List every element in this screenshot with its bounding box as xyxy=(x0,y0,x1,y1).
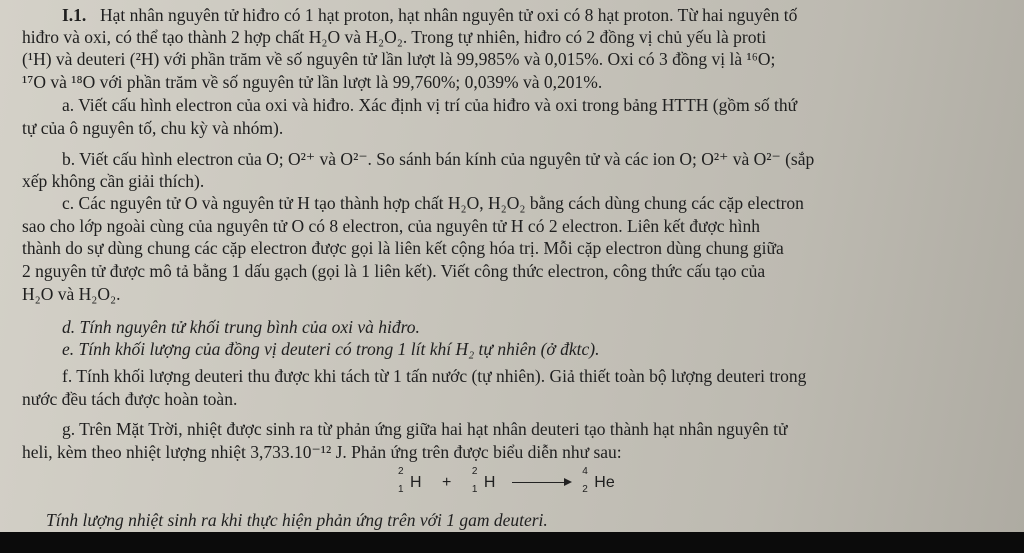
part-g-line-1: g. Trên Mặt Trời, nhiệt được sinh ra từ phản ứng giữa hai hạt nhân deuteri tạo thành hạt nhân nguyên tử xyxy=(62,419,788,439)
plus-sign: + xyxy=(442,474,452,491)
reaction-arrow-icon xyxy=(512,482,570,483)
part-c-line-5: H₂O và H₂O₂. xyxy=(22,284,121,304)
intro-line-3: (¹H) và deuteri (²H) với phần trăm về số nguyên tử lần lượt là 99,985% và 0,015%. Oxi có 3 đồng vị là ¹⁶O; xyxy=(22,49,776,69)
reactant-deuterium-1 xyxy=(398,466,422,495)
part-a-line-2: tự của ô nguyên tố, chu kỳ và nhóm). xyxy=(22,118,284,138)
part-d: d. Tính nguyên tử khối trung bình của oxi và hiđro. xyxy=(62,317,420,337)
intro-line-2: hiđro và oxi, có thể tạo thành 2 hợp chất H₂O và H₂O₂. Trong tự nhiên, hiđro có 2 đồng vị chủ yếu là proti xyxy=(22,27,767,47)
part-c-line-3: thành do sự dùng chung các cặp electron được gọi là liên kết cộng hóa trị. Mỗi cặp electron dùng chung giữa xyxy=(22,238,784,258)
atomic-number: 1 xyxy=(471,484,478,495)
final-question: Tính lượng nhiệt sinh ra khi thực hiện phản ứng trên với 1 gam deuteri. xyxy=(46,510,548,530)
bottom-edge-shadow xyxy=(0,532,1024,553)
atomic-number: 2 xyxy=(582,484,588,495)
reactant-deuterium-2 xyxy=(471,466,496,495)
element-symbol: He xyxy=(594,474,615,491)
intro-line-4: ¹⁷O và ¹⁸O với phần trăm về số nguyên tử lần lượt là 99,760%; 0,039% và 0,201%. xyxy=(22,72,603,92)
element-symbol: H xyxy=(410,474,422,491)
atomic-number: 1 xyxy=(398,484,404,495)
mass-number: 2 xyxy=(471,466,478,477)
part-f-line-1: f. Tính khối lượng deuteri thu được khi tách từ 1 tấn nước (tự nhiên). Giả thiết toàn bộ lượng deuteri trong xyxy=(62,366,807,386)
part-b-line-2: xếp không cần giải thích). xyxy=(22,171,205,191)
part-c-line-1: c. Các nguyên tử O và nguyên tử H tạo thành hợp chất H₂O, H₂O₂ bằng cách dùng chung các cặp electron xyxy=(62,193,804,213)
mass-number: 4 xyxy=(582,466,588,477)
mass-number: 2 xyxy=(398,466,404,477)
part-f-line-2: nước đều tách được hoàn toàn. xyxy=(22,389,238,409)
intro-line-1: Hạt nhân nguyên tử hiđro có 1 hạt proton, hạt nhân nguyên tử oxi có 8 hạt proton. Từ hai nguyên tố xyxy=(100,5,798,25)
nuclear-equation xyxy=(398,466,615,495)
part-a-line-1: a. Viết cấu hình electron của oxi và hiđro. Xác định vị trí của hiđro và oxi trong bảng HTTH (gồm số thứ xyxy=(62,95,798,115)
part-e: e. Tính khối lượng của đồng vị deuteri có trong 1 lít khí H₂ tự nhiên (ở đktc). xyxy=(62,339,600,359)
problem-number: I.1. xyxy=(62,5,87,25)
part-c-line-4: 2 nguyên tử được mô tả bằng 1 dấu gạch (gọi là 1 liên kết). Viết công thức electron, công thức cấu tạo của xyxy=(22,261,766,281)
element-symbol: H xyxy=(483,474,496,491)
part-g-line-2: heli, kèm theo nhiệt lượng nhiệt 3,733.10⁻¹² J. Phản ứng trên được biểu diễn như sau: xyxy=(22,442,622,462)
product-helium xyxy=(582,466,615,495)
part-c-line-2: sao cho lớp ngoài cùng của nguyên tử O có 8 electron, của nguyên tử H có 2 electron. Liên kết được hình xyxy=(22,216,760,236)
part-b-line-1: b. Viết cấu hình electron của O; O²⁺ và O²⁻. So sánh bán kính của nguyên tử và các ion O; O²⁺ và O²⁻ (sắp xyxy=(62,149,815,169)
